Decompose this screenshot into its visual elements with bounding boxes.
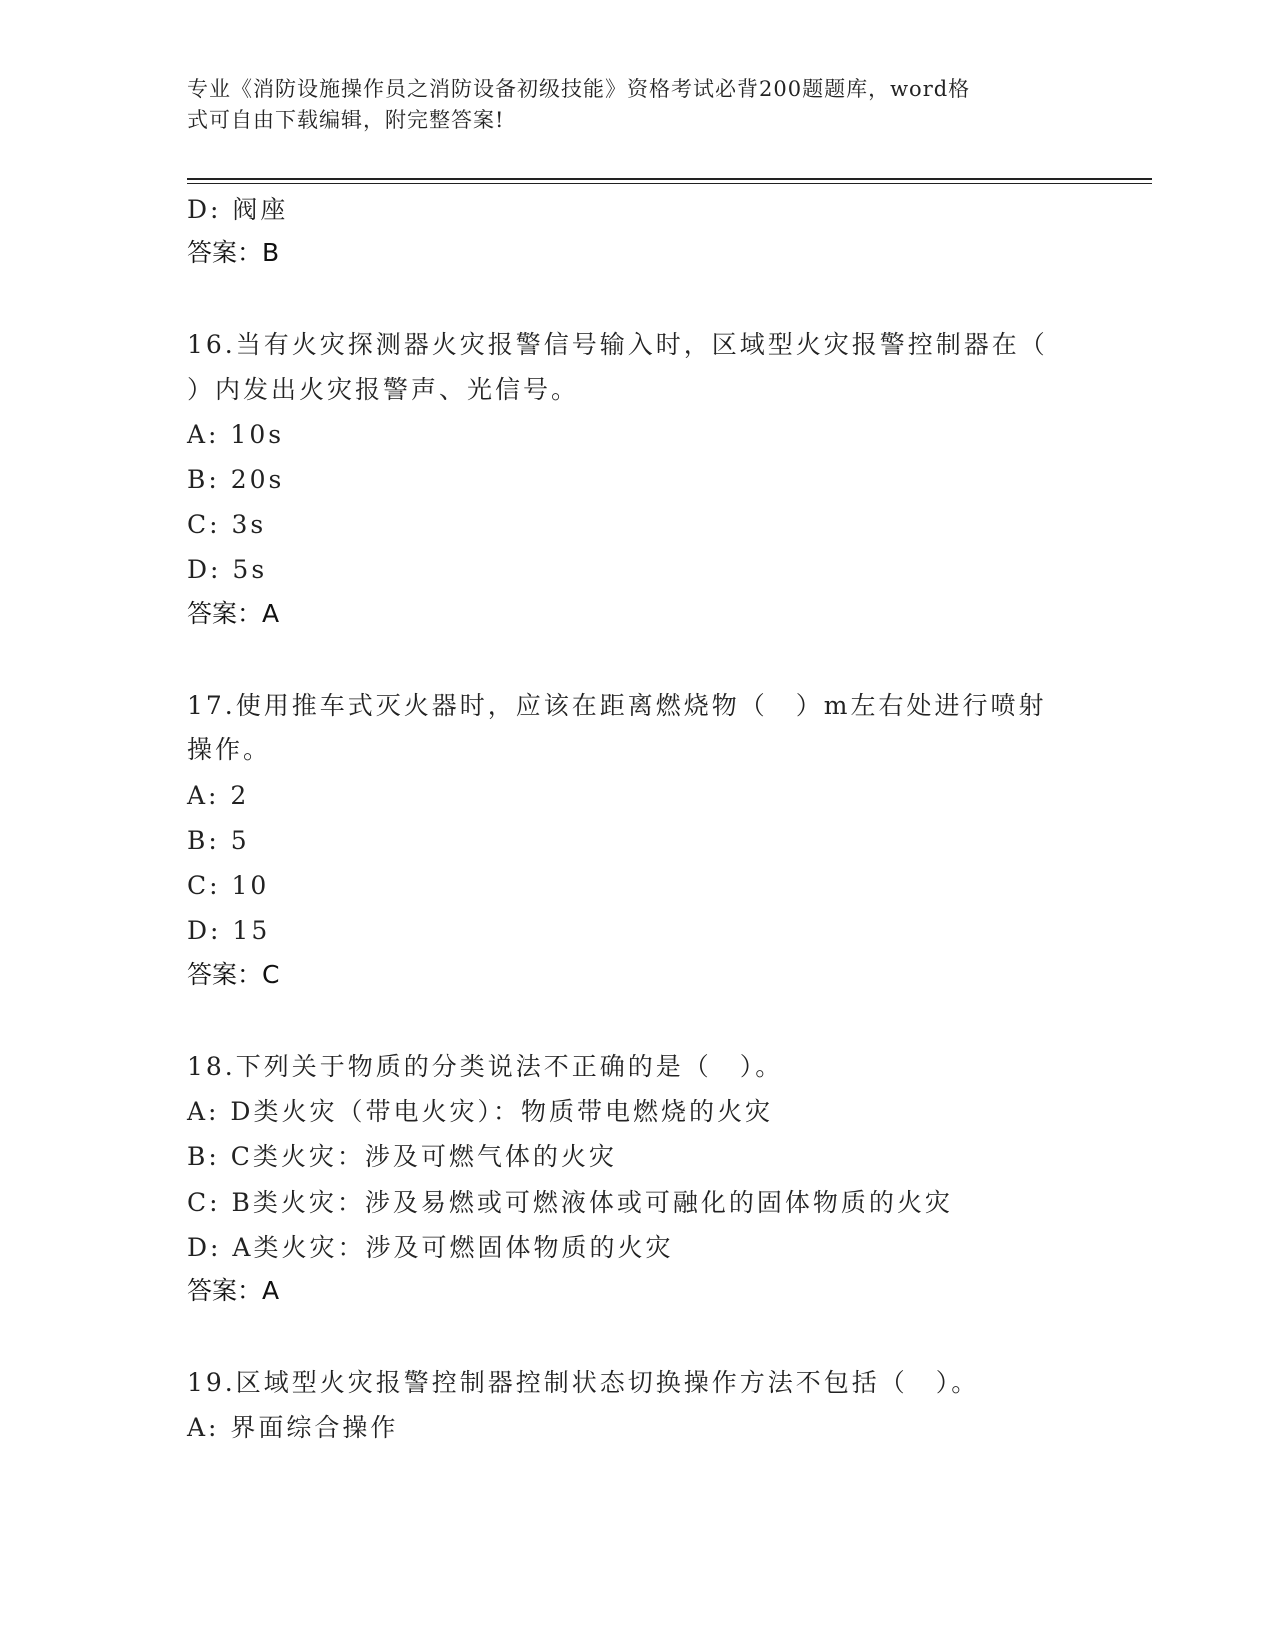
q18-option-b: B: C类火灾：涉及可燃气体的火灾	[187, 1142, 617, 1171]
q17-option-d: D: 15	[187, 916, 271, 945]
q17-answer: 答案：C	[187, 960, 280, 989]
q17-stem-line-1: 17.使用推车式灭火器时，应该在距离燃烧物（ ）m左右处进行喷射	[187, 691, 1047, 720]
q16-answer: 答案：A	[187, 599, 280, 628]
q16-option-b: B: 20s	[187, 465, 285, 494]
q16-option-d: D: 5s	[187, 555, 268, 584]
q19-stem-line-1: 19.区域型火灾报警控制器控制状态切换操作方法不包括（ ）。	[187, 1368, 980, 1397]
q16-stem-line-1: 16.当有火灾探测器火灾报警信号输入时，区域型火灾报警控制器在（	[187, 330, 1048, 359]
q18-option-a: A: D类火灾（带电火灾）：物质带电燃烧的火灾	[187, 1097, 773, 1126]
q16-option-a: A: 10s	[187, 420, 285, 449]
q16-stem-line-2: ）内发出火灾报警声、光信号。	[187, 375, 580, 404]
q15-answer: 答案：B	[187, 238, 280, 267]
q17-option-c: C: 10	[187, 871, 270, 900]
q17-option-a: A: 2	[187, 781, 250, 810]
header-line-2: 式可自由下载编辑，附完整答案!	[187, 108, 505, 132]
q16-option-c: C: 3s	[187, 510, 267, 539]
q19-option-a: A: 界面综合操作	[187, 1413, 399, 1442]
document-header	[187, 74, 1067, 136]
header-line-1: 专业《消防设施操作员之消防设备初级技能》资格考试必背200题题库，word格	[187, 77, 971, 101]
q15-option-d: D: 阀座	[187, 195, 289, 224]
header-divider-thin	[187, 183, 1152, 184]
q18-option-d: D: A类火灾：涉及可燃固体物质的火灾	[187, 1233, 674, 1262]
q18-answer: 答案：A	[187, 1276, 280, 1305]
q17-stem-line-2: 操作。	[187, 735, 272, 764]
q17-option-b: B: 5	[187, 826, 250, 855]
header-divider-thick	[187, 178, 1152, 180]
q18-stem-line-1: 18.下列关于物质的分类说法不正确的是（ ）。	[187, 1052, 784, 1081]
q18-option-c: C: B类火灾：涉及易燃或可燃液体或可融化的固体物质的火灾	[187, 1188, 953, 1217]
